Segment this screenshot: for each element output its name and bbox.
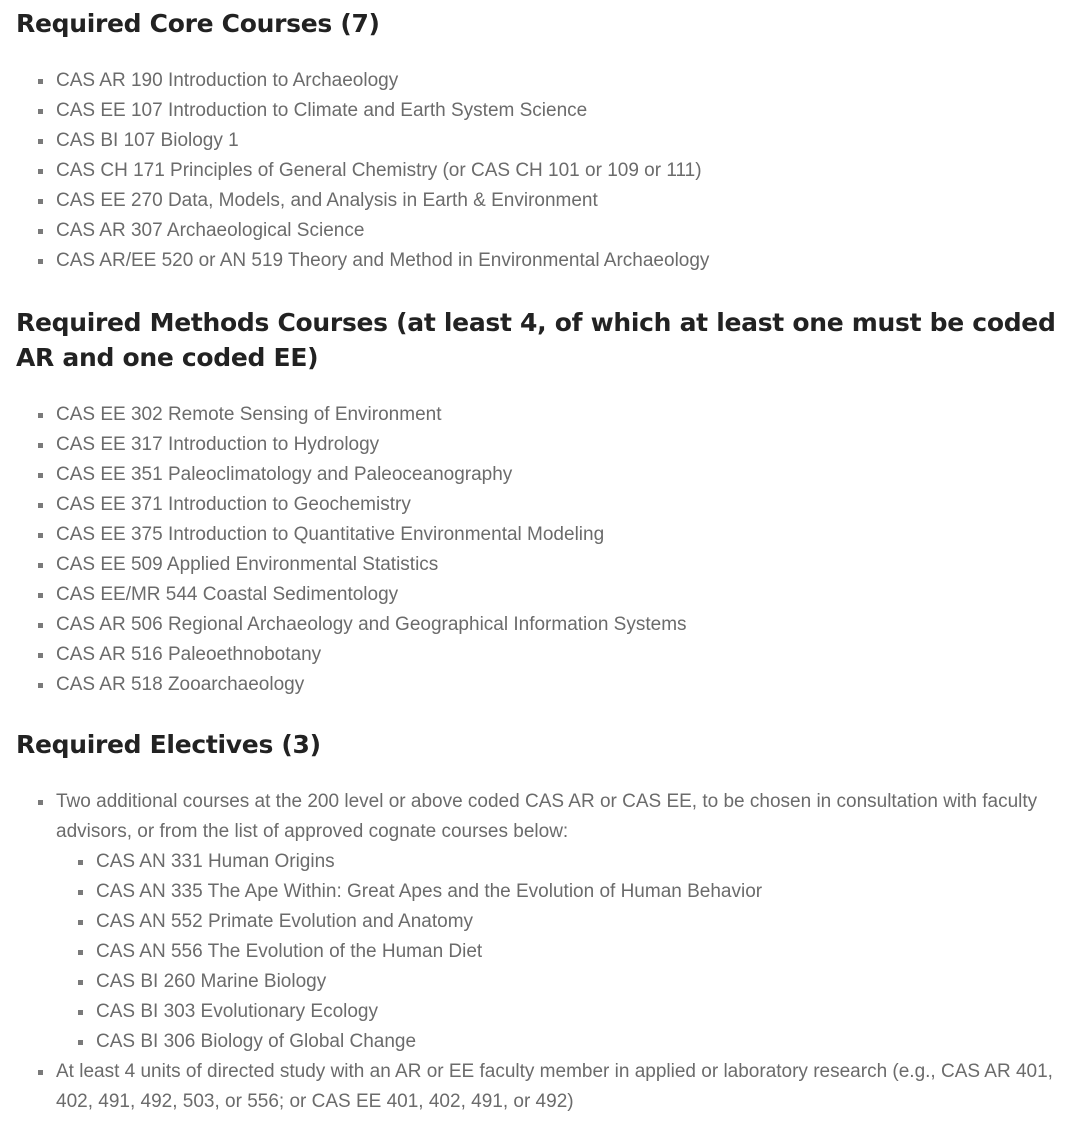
additional-courses-text: Two additional courses at the 200 level or above coded CAS AR or CAS EE, to be chosen in consultation with faculty advisors, or from the list of approved cognate courses below: [56, 791, 1038, 842]
cognate-list-item: CAS BI 306 Biology of Global Change [56, 1027, 1066, 1057]
electives-list [16, 787, 1066, 1117]
cognate-list-item: CAS AN 556 The Evolution of the Human Diet [56, 937, 1066, 967]
list-item: CAS AR 516 Paleoethnobotany [16, 640, 1066, 670]
list-item: CAS EE 107 Introduction to Climate and Earth System Science [16, 96, 1066, 126]
list-item: CAS CH 171 Principles of General Chemistry (or CAS CH 101 or 109 or 111) [16, 156, 1066, 186]
cognate-list-item: CAS AN 552 Primate Evolution and Anatomy [56, 907, 1066, 937]
list-item: CAS EE 371 Introduction to Geochemistry [16, 490, 1066, 520]
requirements-page [16, 0, 1066, 1117]
list-item: CAS AR 506 Regional Archaeology and Geographical Information Systems [16, 610, 1066, 640]
list-item: CAS AR/EE 520 or AN 519 Theory and Method in Environmental Archaeology [16, 246, 1066, 276]
list-item: CAS AR 518 Zooarchaeology [16, 670, 1066, 700]
cognate-list-item: CAS AN 335 The Ape Within: Great Apes and the Evolution of Human Behavior [56, 877, 1066, 907]
list-item-directed-study: At least 4 units of directed study with an AR or EE faculty member in applied or laboratory research (e.g., CAS AR 401, 402, 491, 492, 503, or 556; or CAS EE 401, 402, 491, or 492) [16, 1057, 1066, 1117]
core-courses-heading: Required Core Courses (7) [16, 9, 380, 38]
list-item: CAS AR 307 Archaeological Science [16, 216, 1066, 246]
list-item: CAS EE 509 Applied Environmental Statistics [16, 550, 1066, 580]
cognate-courses-list [56, 847, 1066, 1057]
electives-heading: Required Electives (3) [16, 730, 321, 759]
cognate-list-item: CAS AN 331 Human Origins [56, 847, 1066, 877]
list-item-additional-courses [16, 787, 1066, 1057]
list-item: CAS EE 270 Data, Models, and Analysis in Earth & Environment [16, 186, 1066, 216]
cognate-list-item: CAS BI 260 Marine Biology [56, 967, 1066, 997]
core-courses-list [16, 66, 1066, 276]
list-item: CAS AR 190 Introduction to Archaeology [16, 66, 1066, 96]
list-item: CAS EE 351 Paleoclimatology and Paleoceanography [16, 460, 1066, 490]
cognate-list-item: CAS BI 303 Evolutionary Ecology [56, 997, 1066, 1027]
methods-courses-heading: Required Methods Courses (at least 4, of which at least one must be coded AR and one coded EE) [16, 308, 1056, 372]
list-item: CAS EE 302 Remote Sensing of Environment [16, 400, 1066, 430]
list-item: CAS EE 375 Introduction to Quantitative Environmental Modeling [16, 520, 1066, 550]
methods-courses-list [16, 400, 1066, 700]
list-item: CAS EE/MR 544 Coastal Sedimentology [16, 580, 1066, 610]
list-item: CAS EE 317 Introduction to Hydrology [16, 430, 1066, 460]
list-item: CAS BI 107 Biology 1 [16, 126, 1066, 156]
